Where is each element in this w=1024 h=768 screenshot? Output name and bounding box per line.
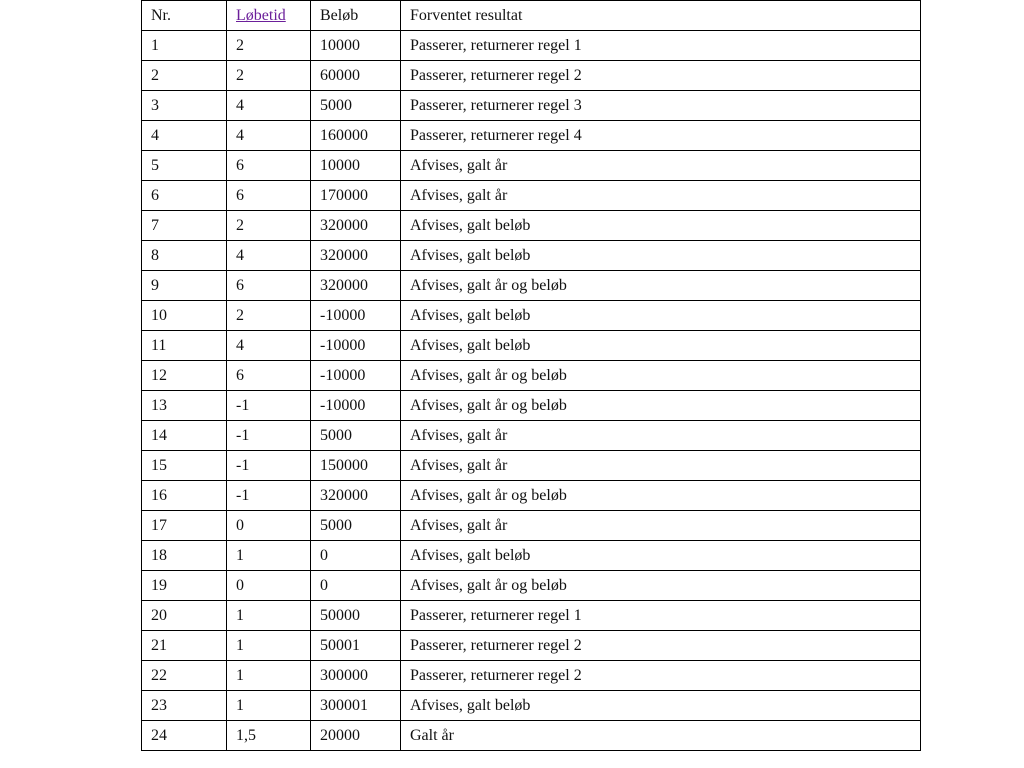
cell-belob: 60000 [311,61,401,91]
table-row [142,571,921,601]
cell-forventet-resultat: Passerer, returnerer regel 4 [401,121,921,151]
cell-forventet-resultat: Afvises, galt beløb [401,331,921,361]
cell-nr: 11 [142,331,227,361]
cell-forventet-resultat: Afvises, galt år [401,181,921,211]
cell-nr: 12 [142,361,227,391]
cell-lobetid: -1 [227,421,311,451]
header-nr-label: Nr. [151,6,171,24]
cell-lobetid: 2 [227,211,311,241]
cell-nr: 17 [142,511,227,541]
cell-forventet-resultat: Afvises, galt år [401,511,921,541]
table-row [142,31,921,61]
cell-forventet-resultat: Afvises, galt år og beløb [401,271,921,301]
table-row [142,241,921,271]
table-header-row [142,1,921,31]
cell-lobetid: 4 [227,121,311,151]
cell-forventet-resultat: Afvises, galt år [401,451,921,481]
table-row [142,301,921,331]
cell-lobetid: 6 [227,181,311,211]
cell-lobetid: 0 [227,511,311,541]
cell-nr: 22 [142,661,227,691]
cell-nr: 14 [142,421,227,451]
table-row [142,661,921,691]
cell-nr: 3 [142,91,227,121]
table-row [142,601,921,631]
cell-lobetid: 6 [227,361,311,391]
table-row [142,361,921,391]
cell-lobetid: 1 [227,691,311,721]
cell-nr: 6 [142,181,227,211]
cell-forventet-resultat: Afvises, galt beløb [401,301,921,331]
table-row [142,211,921,241]
cell-forventet-resultat: Passerer, returnerer regel 1 [401,601,921,631]
cell-forventet-resultat: Galt år [401,721,921,751]
cell-nr: 20 [142,601,227,631]
cell-belob: -10000 [311,391,401,421]
cell-belob: 10000 [311,151,401,181]
cell-lobetid: 4 [227,91,311,121]
table-row [142,541,921,571]
table-row [142,421,921,451]
cell-belob: 0 [311,541,401,571]
table-row [142,91,921,121]
cell-lobetid: 1 [227,541,311,571]
cell-belob: 5000 [311,421,401,451]
cell-nr: 8 [142,241,227,271]
cell-lobetid: 1 [227,601,311,631]
table-row [142,511,921,541]
cell-forventet-resultat: Passerer, returnerer regel 1 [401,31,921,61]
cell-forventet-resultat: Passerer, returnerer regel 2 [401,631,921,661]
cell-belob: 170000 [311,181,401,211]
table-row [142,691,921,721]
cell-belob: 5000 [311,91,401,121]
cell-forventet-resultat: Afvises, galt år og beløb [401,361,921,391]
cell-lobetid: 2 [227,31,311,61]
cell-lobetid: 4 [227,331,311,361]
cell-forventet-resultat: Passerer, returnerer regel 2 [401,661,921,691]
cell-belob: 150000 [311,451,401,481]
cell-belob: 20000 [311,721,401,751]
cell-lobetid: 1 [227,631,311,661]
cell-forventet-resultat: Afvises, galt år [401,421,921,451]
cell-belob: 320000 [311,241,401,271]
cell-nr: 23 [142,691,227,721]
cell-belob: 320000 [311,271,401,301]
cell-belob: 320000 [311,211,401,241]
cell-lobetid: -1 [227,391,311,421]
header-belob-label: Beløb [320,6,359,24]
cell-nr: 24 [142,721,227,751]
cell-nr: 10 [142,301,227,331]
cell-nr: 16 [142,481,227,511]
test-case-table [141,0,921,751]
cell-nr: 4 [142,121,227,151]
cell-belob: -10000 [311,301,401,331]
table-row [142,271,921,301]
cell-belob: 50000 [311,601,401,631]
cell-nr: 1 [142,31,227,61]
cell-nr: 13 [142,391,227,421]
cell-lobetid: 2 [227,301,311,331]
header-lobetid [227,1,311,31]
cell-nr: 7 [142,211,227,241]
cell-lobetid: 0 [227,571,311,601]
table-row [142,151,921,181]
cell-forventet-resultat: Afvises, galt beløb [401,241,921,271]
cell-belob: 300001 [311,691,401,721]
cell-lobetid: 6 [227,271,311,301]
cell-belob: -10000 [311,361,401,391]
header-belob [311,1,401,31]
cell-forventet-resultat: Passerer, returnerer regel 3 [401,91,921,121]
cell-belob: 0 [311,571,401,601]
cell-lobetid: 4 [227,241,311,271]
cell-nr: 15 [142,451,227,481]
cell-nr: 2 [142,61,227,91]
cell-forventet-resultat: Afvises, galt år og beløb [401,481,921,511]
table-row [142,61,921,91]
cell-lobetid: 1 [227,661,311,691]
cell-nr: 19 [142,571,227,601]
cell-belob: -10000 [311,331,401,361]
cell-forventet-resultat: Passerer, returnerer regel 2 [401,61,921,91]
cell-nr: 18 [142,541,227,571]
cell-belob: 50001 [311,631,401,661]
header-forventet-label: Forventet resultat [410,6,523,24]
table-row [142,721,921,751]
cell-lobetid: -1 [227,451,311,481]
cell-lobetid: 6 [227,151,311,181]
cell-forventet-resultat: Afvises, galt beløb [401,211,921,241]
cell-lobetid: 2 [227,61,311,91]
header-lobetid-link[interactable]: Løbetid [236,6,286,24]
cell-forventet-resultat: Afvises, galt år [401,151,921,181]
cell-forventet-resultat: Afvises, galt år og beløb [401,571,921,601]
table-row [142,331,921,361]
cell-belob: 5000 [311,511,401,541]
cell-lobetid: 1,5 [227,721,311,751]
cell-lobetid: -1 [227,481,311,511]
cell-forventet-resultat: Afvises, galt beløb [401,541,921,571]
cell-belob: 10000 [311,31,401,61]
cell-belob: 300000 [311,661,401,691]
cell-nr: 9 [142,271,227,301]
cell-forventet-resultat: Afvises, galt beløb [401,691,921,721]
table-row [142,121,921,151]
table-body [142,31,921,751]
cell-forventet-resultat: Afvises, galt år og beløb [401,391,921,421]
header-forventet-resultat [401,1,921,31]
table-row [142,181,921,211]
header-nr [142,1,227,31]
cell-nr: 5 [142,151,227,181]
cell-belob: 320000 [311,481,401,511]
table-row [142,451,921,481]
cell-nr: 21 [142,631,227,661]
table-row [142,481,921,511]
table-row [142,391,921,421]
table-row [142,631,921,661]
cell-belob: 160000 [311,121,401,151]
